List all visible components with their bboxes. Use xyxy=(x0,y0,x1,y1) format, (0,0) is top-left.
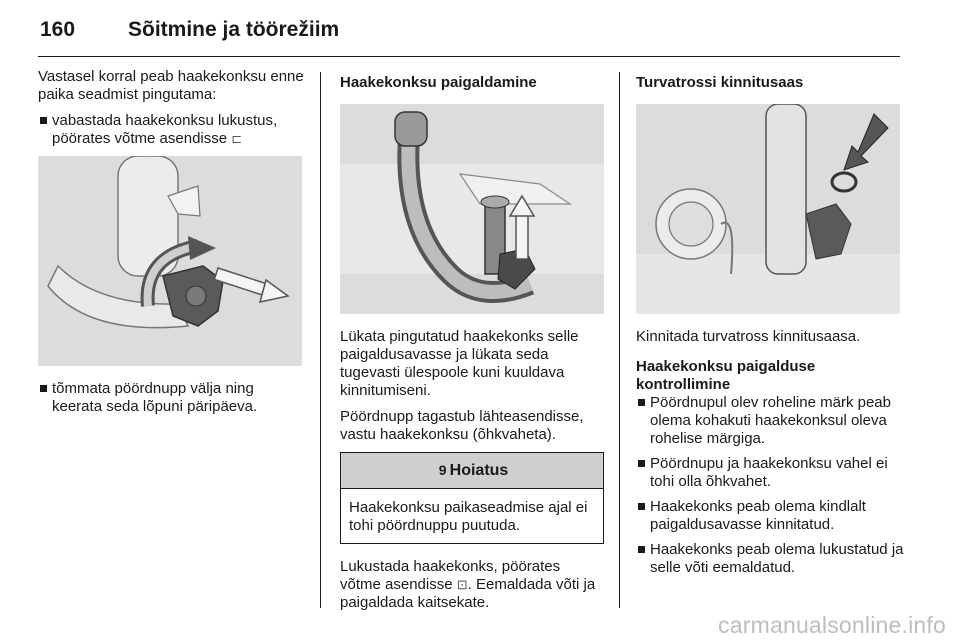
intro-paragraph: Vastasel korral peab haakekonksu enne paika seadmist pingutama: xyxy=(38,68,304,103)
paragraph: Lükata pingutatud haakekonks selle paigaldusavasse ja lükata seda tugevasti ülespoole kuni kuuldava kinnitumiseni. xyxy=(340,328,579,399)
warning-icon: 9 xyxy=(438,462,447,478)
column-divider xyxy=(619,72,620,608)
bullet-list xyxy=(636,394,906,577)
key-icon: ⊏ xyxy=(231,131,243,146)
figure-install-hitch xyxy=(340,104,604,314)
section-heading: Haakekonksu paigaldamine xyxy=(340,74,537,91)
paragraph: Lukustada haakekonks, pöörates võtme asendisse ⊡. Eemaldada võti ja paigaldada kaitsekate. xyxy=(340,558,596,611)
warning-header xyxy=(341,453,603,489)
paragraph: Kinnitada turvatross kinnitusaasa. xyxy=(636,328,861,345)
safety-cable-eyelet-illustration xyxy=(636,104,900,314)
list-item: Haakekonks peab olema kindlalt paigaldusavasse kinnitatud. xyxy=(636,498,906,534)
section-heading: Turvatrossi kinnitusaas xyxy=(636,74,804,91)
figure-release-knob xyxy=(38,156,302,366)
column-2 xyxy=(340,68,604,620)
figure-safety-cable-eyelet xyxy=(636,104,900,314)
warning-title: Hoiatus xyxy=(449,462,509,479)
list-item: Pöördnupu ja haakekonksu vahel ei tohi olla õhkvahet. xyxy=(636,455,906,491)
warning-text: Haakekonksu paikaseadmise ajal ei tohi pöördnuppu puutuda. xyxy=(349,499,588,534)
page-number: 160 xyxy=(40,18,76,41)
tow-hitch-install-illustration xyxy=(340,104,604,314)
lock-icon: ⊡ xyxy=(456,577,468,592)
bullet-list xyxy=(38,380,306,416)
list-item: Haakekonks peab olema lukustatud ja selle võti eemaldatud. xyxy=(636,541,906,577)
column-3 xyxy=(636,68,906,585)
bullet-list xyxy=(38,112,306,148)
chapter-title: Sõitmine ja töörežiim xyxy=(128,18,340,41)
tow-hitch-knob-illustration xyxy=(38,156,302,366)
watermark: carmanualsonline.info xyxy=(718,612,946,638)
column-divider xyxy=(320,72,321,608)
warning-box xyxy=(340,452,604,544)
section-heading: Haakekonksu paigalduse kontrollimine xyxy=(636,358,816,393)
column-1 xyxy=(38,68,306,424)
list-item: Pöördnupul olev roheline märk peab olema kohakuti haakekonksul oleva rohelise märgiga. xyxy=(636,394,906,448)
list-item: tõmmata pöördnupp välja ning keerata seda lõpuni päripäeva. xyxy=(38,380,306,416)
page-header xyxy=(38,16,900,57)
list-item: vabastada haakekonksu lukustus, pöörates võtme asendisse ⊏ xyxy=(38,112,306,148)
paragraph: Pöördnupp tagastub lähteasendisse, vastu haakekonksu (õhkvaheta). xyxy=(340,408,584,443)
